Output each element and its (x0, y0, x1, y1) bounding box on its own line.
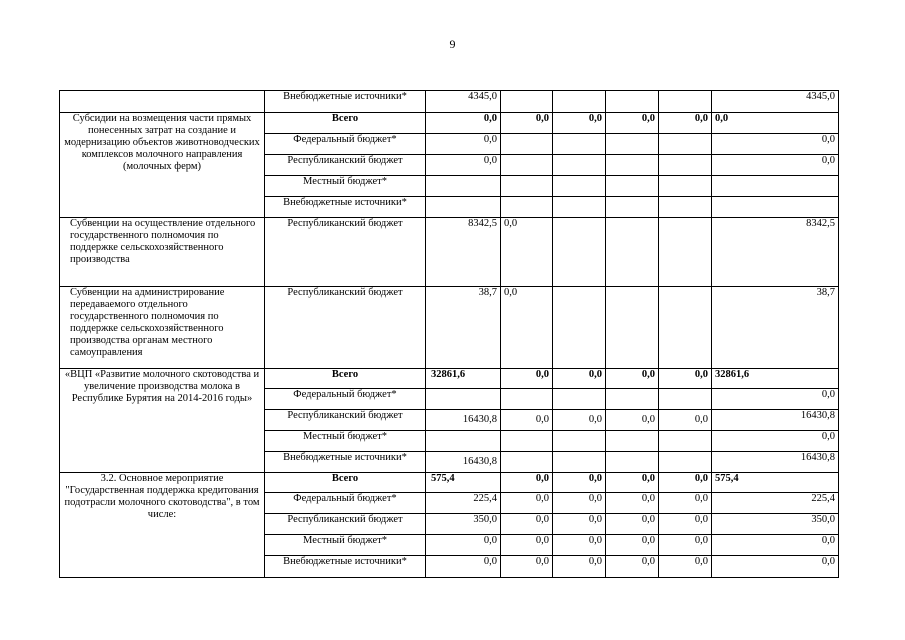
value-cell: 225,4 (712, 493, 839, 514)
value-cell: 0,0 (606, 514, 659, 535)
value-cell: 16430,8 (426, 410, 501, 431)
table-row (60, 369, 839, 389)
source-cell: Внебюджетные источники* (265, 452, 426, 473)
value-cell: 0,0 (501, 113, 553, 134)
source-cell: Республиканский бюджет (265, 410, 426, 431)
value-cell: 0,0 (553, 514, 606, 535)
value-cell: 0,0 (659, 473, 712, 493)
value-cell: 0,0 (426, 535, 501, 556)
value-cell: 0,0 (606, 556, 659, 578)
source-cell: Всего (265, 113, 426, 134)
value-cell: 0,0 (712, 389, 839, 410)
table-row (60, 113, 839, 134)
value-cell: 350,0 (712, 514, 839, 535)
source-cell: Внебюджетные источники* (265, 556, 426, 578)
budget-table (59, 90, 839, 578)
value-cell: 350,0 (426, 514, 501, 535)
value-cell: 38,7 (426, 287, 501, 369)
value-cell: 38,7 (712, 287, 839, 369)
table-row (60, 473, 839, 493)
value-cell: 0,0 (606, 535, 659, 556)
value-cell: 0,0 (426, 113, 501, 134)
event-name-cell: «ВЦП «Развитие молочного скотоводства и увеличение производства молока в Республике Бурятия на 2014-2016 годы» (60, 369, 265, 473)
value-cell: 16430,8 (712, 452, 839, 473)
source-cell: Федеральный бюджет* (265, 493, 426, 514)
value-cell: 0,0 (426, 155, 501, 176)
value-cell: 0,0 (553, 410, 606, 431)
source-cell: Федеральный бюджет* (265, 389, 426, 410)
value-cell: 0,0 (659, 493, 712, 514)
page-number: 9 (449, 37, 456, 51)
source-cell: Местный бюджет* (265, 176, 426, 197)
value-cell: 575,4 (712, 473, 839, 493)
value-cell: 0,0 (501, 493, 553, 514)
value-cell: 0,0 (501, 410, 553, 431)
table-row (60, 287, 839, 369)
value-cell: 16430,8 (426, 452, 501, 473)
value-cell: 0,0 (501, 287, 553, 369)
source-cell: Республиканский бюджет (265, 514, 426, 535)
value-cell: 0,0 (659, 556, 712, 578)
event-name-cell (60, 91, 265, 113)
source-cell: Местный бюджет* (265, 431, 426, 452)
source-cell: Местный бюджет* (265, 535, 426, 556)
value-cell: 0,0 (659, 514, 712, 535)
value-cell: 32861,6 (426, 369, 501, 389)
source-cell: Всего (265, 369, 426, 389)
value-cell: 0,0 (553, 493, 606, 514)
value-cell: 0,0 (659, 369, 712, 389)
value-cell: 0,0 (426, 134, 501, 155)
value-cell: 0,0 (553, 369, 606, 389)
event-name-cell: Субвенции на осуществление отдельного государственного полномочия по поддержке сельскохозяйственного производства (60, 218, 265, 287)
table-row (60, 91, 839, 113)
value-cell: 0,0 (553, 113, 606, 134)
value-cell: 0,0 (712, 113, 839, 134)
total-cell: 4345,0 (712, 91, 839, 113)
value-cell: 0,0 (606, 473, 659, 493)
value-cell: 0,0 (501, 218, 553, 287)
event-name-cell: 3.2. Основное мероприятие "Государственная поддержка кредитования подотрасли молочного скотоводства", в том числе: (60, 473, 265, 578)
value-cell: 0,0 (553, 473, 606, 493)
source-cell: Федеральный бюджет* (265, 134, 426, 155)
source-cell: Республиканский бюджет (265, 155, 426, 176)
table-row (60, 218, 839, 287)
value-cell: 16430,8 (712, 410, 839, 431)
value-cell: 0,0 (659, 410, 712, 431)
value-cell: 0,0 (712, 556, 839, 578)
source-cell: Внебюджетные источники* (265, 197, 426, 218)
value-cell: 32861,6 (712, 369, 839, 389)
value-cell: 0,0 (501, 369, 553, 389)
value-cell: 0,0 (553, 556, 606, 578)
source-cell: Республиканский бюджет (265, 218, 426, 287)
total-cell: 4345,0 (426, 91, 501, 113)
event-name-cell: Субсидии на возмещения части прямых понесенных затрат на создание и модернизацию объектов животноводческих комплексов молочного направления (молочных ферм) (60, 113, 265, 218)
source-cell: Республиканский бюджет (265, 287, 426, 369)
value-cell: 0,0 (606, 493, 659, 514)
value-cell: 0,0 (553, 535, 606, 556)
value-cell: 0,0 (712, 134, 839, 155)
value-cell: 0,0 (712, 155, 839, 176)
value-cell: 0,0 (501, 535, 553, 556)
source-cell: Внебюджетные источники* (265, 91, 426, 113)
value-cell: 0,0 (712, 535, 839, 556)
value-cell: 0,0 (606, 113, 659, 134)
source-cell: Всего (265, 473, 426, 493)
event-name-cell: Субвенции на администрирование передаваемого отдельного государственного полномочия по поддержке сельскохозяйственного производства органам местного самоуправления (60, 287, 265, 369)
value-cell: 225,4 (426, 493, 501, 514)
value-cell: 0,0 (501, 473, 553, 493)
value-cell: 0,0 (606, 369, 659, 389)
value-cell: 0,0 (606, 410, 659, 431)
value-cell: 0,0 (659, 535, 712, 556)
value-cell: 8342,5 (712, 218, 839, 287)
value-cell: 0,0 (659, 113, 712, 134)
value-cell: 0,0 (501, 514, 553, 535)
value-cell: 0,0 (501, 556, 553, 578)
value-cell: 8342,5 (426, 218, 501, 287)
value-cell: 0,0 (426, 556, 501, 578)
value-cell: 0,0 (712, 431, 839, 452)
value-cell: 575,4 (426, 473, 501, 493)
